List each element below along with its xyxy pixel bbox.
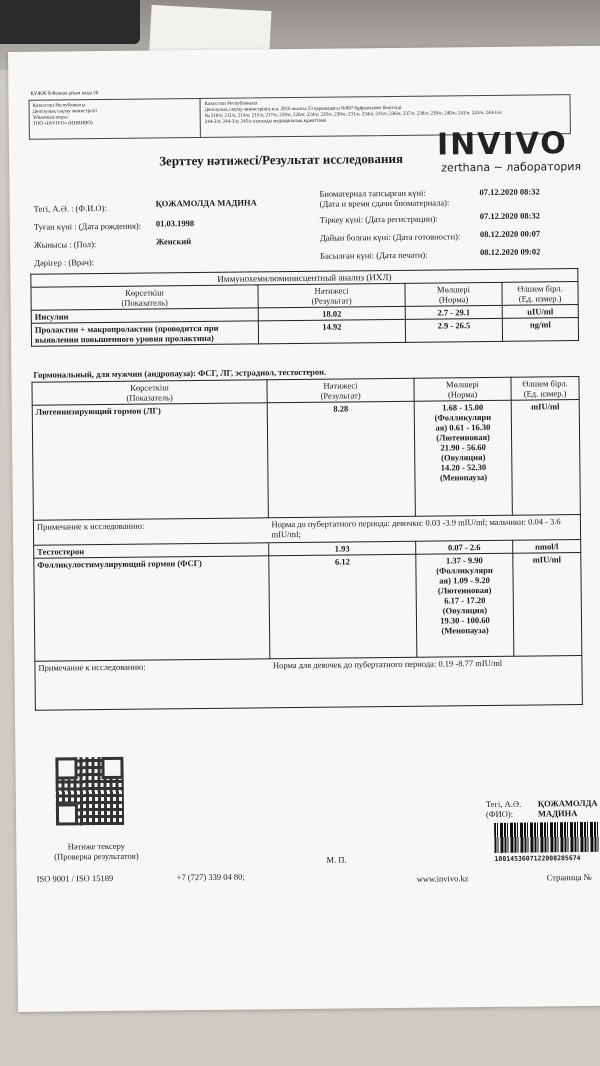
ihl-table [30,268,579,347]
website-link[interactable]: www.invivo.kz [416,873,469,884]
ready-value: 08.12.2020 00:07 [479,228,541,240]
barcode-number: 1001453607122008285674 [494,854,581,863]
sign-label: Тегі, А.Ә. (ФИО): [485,798,522,820]
row-name: Тестостерон [34,543,269,558]
logo-subtitle: zerthana ~ лаборатория [441,160,582,175]
doctor-label: Дәрігер : (Врач): [34,257,95,268]
col-result: Нәтижесі (Результат) [258,283,405,308]
row-name: Инсулин [31,308,258,323]
row-unit: nmol/l [513,540,581,554]
note-label: Примечание к исследованию: [33,518,268,545]
sign-name: ҚОЖАМОЛДА МАДИНА [537,797,598,819]
bio-label: Биоматериал тапсырған күні: [319,187,426,199]
row-name: Фолликулостимулирующий гормон (ФСГ) [34,556,270,661]
note-text: Норма для девочек до пубертатного периода: 0.19 -8.77 mIU/ml [270,656,582,708]
row-result: 1.93 [269,541,416,556]
hormone-section-title: Гормональный, для мужчин (андропауза): ФСГ, ЛГ, эстрадиол, тестостерон. [33,366,327,380]
order-line: ҚҰЖЖ бойынша ұйым коды 20 [30,91,99,97]
col-unit: Өлшем бірл. (Ед. измер.) [502,282,578,306]
reg-value: 07.12.2020 08:32 [479,210,541,222]
row-result: 18.02 [258,306,405,321]
dob-label: Туған күні : (Дата рождения): [33,220,142,232]
row-norm: 2.7 - 29.1 [405,305,502,319]
row-unit: ng/ml [502,318,578,342]
name-label: Тегі, А.Ә. : (Ф.И.О): [33,202,107,214]
row-unit: uIU/ml [502,305,578,319]
sex-label: Жынысы : (Пол): [33,239,97,250]
dob-value: 01.03.1998 [155,218,195,229]
col-result: Нәтижесі (Результат) [267,378,414,403]
row-norm: 1.68 - 15.00 (Фолликулярн ая) 0.61 - 16.30 (Лютеиновая) 21.90 - 56.60 (Овуляция) 14.20 - 52.30 (Менопауза) [414,400,512,516]
table-row [32,400,580,521]
barcode [494,822,600,853]
hormone-table [31,376,582,711]
row-norm: 2.9 - 26.5 [405,318,502,342]
print-value: 08.12.2020 09:02 [480,246,541,258]
col-norm: Мөлшері (Норма) [414,377,511,401]
left-org: Казахстан Республикасы Денсаулық сақтау министрлігі Ұйымның атауы ТОО «INVIVO» (ИНВИВО) [32,103,98,127]
row-unit: mIU/ml [511,400,580,516]
row-norm: 0.07 - 2.6 [416,540,513,554]
name-value: ҚОЖАМОЛДА МАДИНА [155,197,257,209]
note-label: Примечание к исследованию: [35,659,271,710]
col-unit: Өлшем бірл. (Ед. измер.) [511,377,579,401]
row-result: 6.12 [269,554,417,659]
col-norm: Мөлшері (Норма) [405,282,502,306]
page-number: Страница № [546,871,592,883]
reg-label: Тіркеу күні: (Дата регистрации): [319,213,438,225]
stamp-place: М. П. [326,854,347,865]
row-unit: mIU/ml [513,553,582,657]
verify-results: Нәтиже тексеру (Проверка результатов) [54,840,139,862]
print-label: Басылған күні: (Дата печати): [320,249,428,261]
row-norm: 1.37 - 9.90 (Фолликулярн ая) 1.09 - 9.20 (Лютеиновая) 6.17 - 17.20 (Овуляция) 19.30 - 100.60 (Менопауза) [416,553,514,657]
laptop-corner [0,0,140,44]
bio-label-ru: (Дата и время сдачи биоматериала): [319,197,450,209]
iso-text: ISO 9001 / ISO 15189 [36,872,114,884]
table-row [34,553,582,662]
lab-result-sheet [8,46,600,1012]
row-result: 8.28 [267,401,415,518]
col-indicator: Көрсеткіш (Показатель) [31,285,258,310]
ready-label: Дайын болған күні: (Дата готовности): [319,231,461,243]
table-row [31,318,578,347]
page-title: Зерттеу нәтижесі/Результат исследования [159,150,404,169]
sex-value: Женский [155,236,192,247]
col-indicator: Көрсеткіш (Показатель) [32,380,267,405]
qr-code [55,757,124,826]
right-org: Казахстан Республикасы Денсаулық сақтау министрінің м.а. 2010 жылғы 23 қарашадағы №907 бұйрығымен бекітілді № 210/е; 211/е; 214/е; 215/е; 217/е; 218/е; 220/е; 224/е; 226/е; 230/е; 231/е; 234/е; 235/е; 236/е; 237/е; 238/е; 239/е; 240/е; 241/е; 243/е; 244-1/е; 244-2/е; 244-3/е; 245/е нысанды медициналық құжаттама [204,101,503,125]
note-row [35,656,582,711]
bio-value: 07.12.2020 08:32 [479,186,540,198]
note-text: Норма до пубертатного периода: девочки: 0.03 -3.9 mIU/ml; мальчики: 0.04 - 3.6 mIU/ml; [268,515,580,543]
row-name: Пролактин + макропролактин (проводится при выявлении повышенного уровня пролактина) [31,321,258,346]
phone-text: +7 (727) 339 04 80; [176,871,245,883]
row-result: 14.92 [258,319,405,344]
invivo-logo: INVIVO [436,126,569,163]
row-name: Лютеинизирующий гормон (ЛГ) [32,403,268,520]
ihl-title: Иммунохемилюминисцентный анализ (ИХЛ) [31,269,578,288]
